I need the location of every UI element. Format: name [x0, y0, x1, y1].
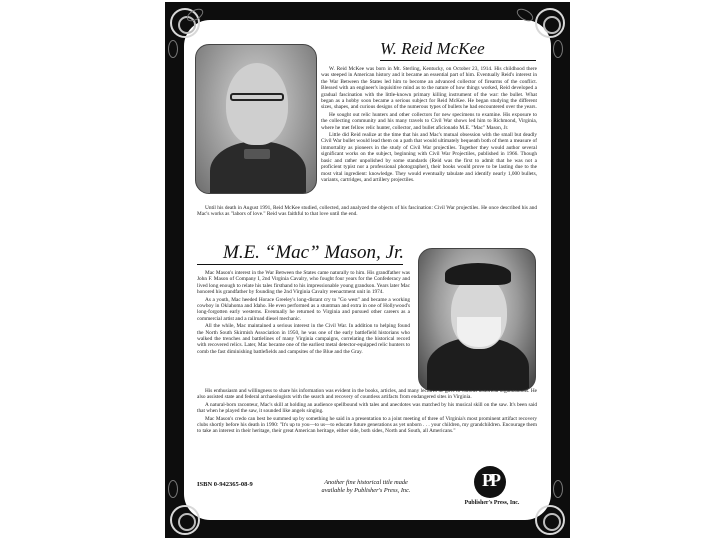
beret-icon: [445, 263, 511, 285]
leaf-ornament: [553, 480, 563, 498]
beard-icon: [457, 317, 501, 347]
bio-paragraph: Little did Reid realize at the time that his and Mac's mutual obsession with the small but deadly Civil War bullet would lead them on a path that would ultimately bequeath both of them a measure of immortality as pioneers in the study of Civil War projectiles. Together they would author several significant works on the subject, beginning with Civil War Projectiles, published in 1966. Though basic and rather unpolished by some standards (Reid was the first to admit that he was not a proficient typist nor a professional photographer), their books would prove to be lasting due to the most vital ingredient: knowledge. They would eventually tabulate and identify nearly 1,000 bullets, variants, cartridges, and artillery projectiles.: [321, 132, 537, 183]
corner-ornament-bottom-right: [535, 505, 565, 535]
publisher-logo: [474, 466, 506, 498]
reid-mckee-bio-continued: [197, 205, 537, 239]
publisher-name: Publisher's Press, Inc.: [464, 500, 520, 506]
mac-mason-portrait: [418, 248, 536, 391]
bio-paragraph: Mac Mason's credo can best be summed up by something he said in a presentation to a joint meeting of three of Virginia's most prominent artifact recovery clubs shortly before his death in 1990: "It's up to you—to us—to educate future generations as yet unborn . . . your children, my grandchildren. Encourage them to take an interest in their heritage, their great American heritage, either side, both sides, North and South, all Americans.": [197, 415, 537, 435]
publisher-note: [311, 479, 421, 495]
bio-paragraph: W. Reid McKee was born in Mt. Sterling, Kentucky, on October 23, 1914. His childhood there was steeped in American history and it became an essential part of him. Eventually Reid's interest in the War Between the States led him to become an advanced collector of firearms of the conflict. Blessed with an engineer's inquisitive mind as to the nature of how things worked, Reid developed a gradual fascination with the little-known primary killing instrument of the war: the bullet. What began as a hobby soon became a serious subject for Reid McKee. He began studying the different sizes, shapes, and curious designs of the numerous types of bullets he had encountered over the years.: [321, 66, 537, 111]
bio-paragraph: As a youth, Mac heeded Horace Greeley's long-distant cry to "Go west" and became a working cowboy in Oklahoma and Idaho. He even performed as a stuntman and extra in one of Hollywood's long-forgotten early westerns. Eventually he returned to Virginia and pursued other careers as a commercial artist and a railroad diesel mechanic.: [197, 296, 410, 322]
glasses-icon: [230, 93, 284, 101]
leaf-ornament: [553, 40, 563, 58]
leaf-ornament: [168, 40, 178, 58]
mac-mason-heading: M.E. “Mac” Mason, Jr.: [223, 242, 405, 263]
logo-mark: PP: [482, 470, 498, 490]
bio-paragraph: He sought out relic hunters and other collectors for new specimens to examine. His exposure to the collecting community and his many travels to Civil War shows led him to Richmond, Virginia, where he met fellow relic hunter, collector, and bullet aficionado M.E. "Mac" Mason, Jr.: [321, 111, 537, 131]
heading-underline: [197, 264, 403, 265]
mac-mason-bio-continued: [197, 388, 537, 446]
corner-ornament-top-right: [535, 8, 565, 38]
corner-ornament-bottom-left: [170, 505, 200, 535]
publisher-note-line: available by Publisher's Press, Inc.: [321, 487, 411, 494]
bio-paragraph: His enthusiasm and willingness to share his information was evident in the books, articles, and many lectures he gave to various historical organizations. He also assisted state and federal archaeologists with the search and recovery of countless artifacts from endangered sites in Virginia.: [197, 388, 537, 401]
bio-paragraph: A natural-born raconteur, Mac's skill at holding an audience spellbound with tales and anecdotes was matched by his musical skill on the saw. It's been said that when he played the saw, it sounded like angels singing.: [197, 401, 537, 415]
bio-paragraph: Until his death in August 1991, Reid McKee studied, collected, and analyzed the objects of his fascination: Civil War projectiles. He once described his and Mac's works as "labors of love." Reid was faithful to that love until the end.: [197, 205, 537, 218]
bowtie-icon: [244, 149, 270, 159]
leaf-ornament: [168, 480, 178, 498]
bio-paragraph: Mac Mason's interest in the War Between the States came naturally to him. His grandfather was John F. Mason of Company I, 2nd Virginia Cavalry, who fought four years for the Confederacy and lived long enough to relate his tales firsthand to his impressionable young grandson. Years later Mac honored his grandfather by founding the 2nd Virginia Cavalry reenactment unit in 1974.: [197, 270, 410, 296]
publisher-note-line: Another fine historical title made: [324, 479, 408, 486]
reid-mckee-heading: W. Reid McKee: [380, 39, 485, 58]
portrait-face: [226, 63, 288, 145]
heading-underline: [380, 60, 536, 61]
bio-paragraph: All the while, Mac maintained a serious interest in the Civil War. In addition to helping found the North South Skirmish Association in 1950, he was one of the early battlefield historians who walked the trenches and battlelines of many Virginia campaigns, correlating the historical record with recovered relics. Later, Mac became one of the earliest metal detector-equipped relic hunters to comb the fast diminishing battlefields and campsites of the Blue and the Gray.: [197, 323, 410, 355]
mac-mason-bio: [197, 270, 410, 388]
reid-mckee-portrait: [195, 44, 317, 194]
isbn-number: ISBN 0-942365-08-9: [197, 481, 253, 488]
